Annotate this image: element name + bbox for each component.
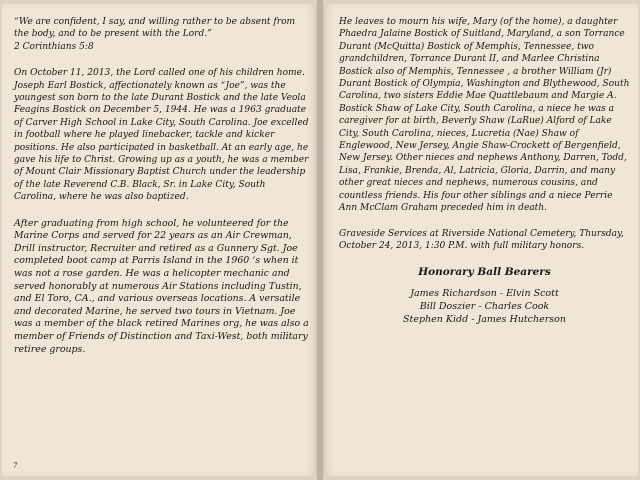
- graveside-services: Graveside Services at Riverside National Cemetery, Thursday, October 24, 2013, 1:30 P.M. with full military honors.: [339, 228, 624, 251]
- bearers-line: James Richardson - Elvin Scott: [410, 288, 559, 300]
- obituary-paragraph-military: After graduating from high school, he volunteered for the Marine Corps and served for 22 years as an Air Crewman, Drill instructor, Recruiter and retired as a Gunnery Sgt. Joe completed boot camp at Parris Island in the 1960 ‘s when it was not a rose garden. He was a helicopter mechanic and served honorably at numerous Air Stations including Tustin, and El Toro, CA., and various overseas locations. A versatile and decorated Marine, he served two tours in Vietnam. Joe was a member of the black retired Marines org, he was also a member of Friends of Distinction and Taxi-West, both military retiree groups.: [14, 217, 309, 355]
- bearers-heading: Honorary Ball Bearers: [418, 266, 551, 279]
- scripture-quote: “We are confident, I say, and willing rather to be absent from the body, and to be present with the Lord.”: [14, 17, 296, 40]
- bearers-line: Stephen Kidd - James Hutcherson: [403, 314, 566, 326]
- bearers-line: Bill Doszier - Charles Cook: [419, 301, 550, 313]
- page-number: 7: [13, 462, 18, 470]
- obituary-paragraph-early-life: On October 11, 2013, the Lord called one of his children home. Joseph Earl Bostick, affectionately known as “Joe”, was the youngest son born to the late Durant Bostick and the late Veola Feagins Bostick on December 5, 1944. He was a 1963 graduate of Carver High School in Lake City, South Carolina. Joe excelled in football where he played linebacker, tackle and kicker positions. He also participated in basketball. At an early age, he gave his life to Christ. Growing up as a youth, he was a member of Mount Clair Missionary Baptist Church under the leadership of the late Reverend C.B. Black, Sr. in Lake City, South Carolina, where he was also baptized.: [14, 68, 309, 203]
- scripture-reference: 2 Corinthians 5:8: [14, 41, 94, 52]
- left-page: [2, 4, 317, 476]
- right-page: [323, 4, 638, 476]
- obituary-paragraph-survivors: He leaves to mourn his wife, Mary (of the home), a daughter Phaedra Jalaine Bostick of Suitland, Maryland, a son Torrance Durant (McQuitta) Bostick of Memphis, Tennessee, two grandchildren, Torrance Durant II, and Marlee Christina Bostick also of Memphis, Tennessee , a brother William (Jr) Durant Bostick of Olympia, Washington and Blythewood, South Carolina, two sisters Eddie Mae Quattlebaum and Margie A. Bostick Shaw of Lake City, South Carolina, a niece he was a caregiver for at birth, Beverly Shaw (LaRue) Alford of Lake City, South Carolina, nieces, Lucretia (Nae) Shaw of Englewood, New Jersey, Angie Shaw-Crockett of Bergenfield, New Jersey. Other nieces and nephews Anthony, Darren, Todd, Lisa, Frankie, Brenda, Al, Latricia, Gloria, Darrin, and many other great nieces and nephews, numerous cousins, and countless friends. His four other siblings and a niece Perrie Ann McClam Graham preceded him in death.: [339, 17, 630, 214]
- bearers-list: [339, 287, 630, 326]
